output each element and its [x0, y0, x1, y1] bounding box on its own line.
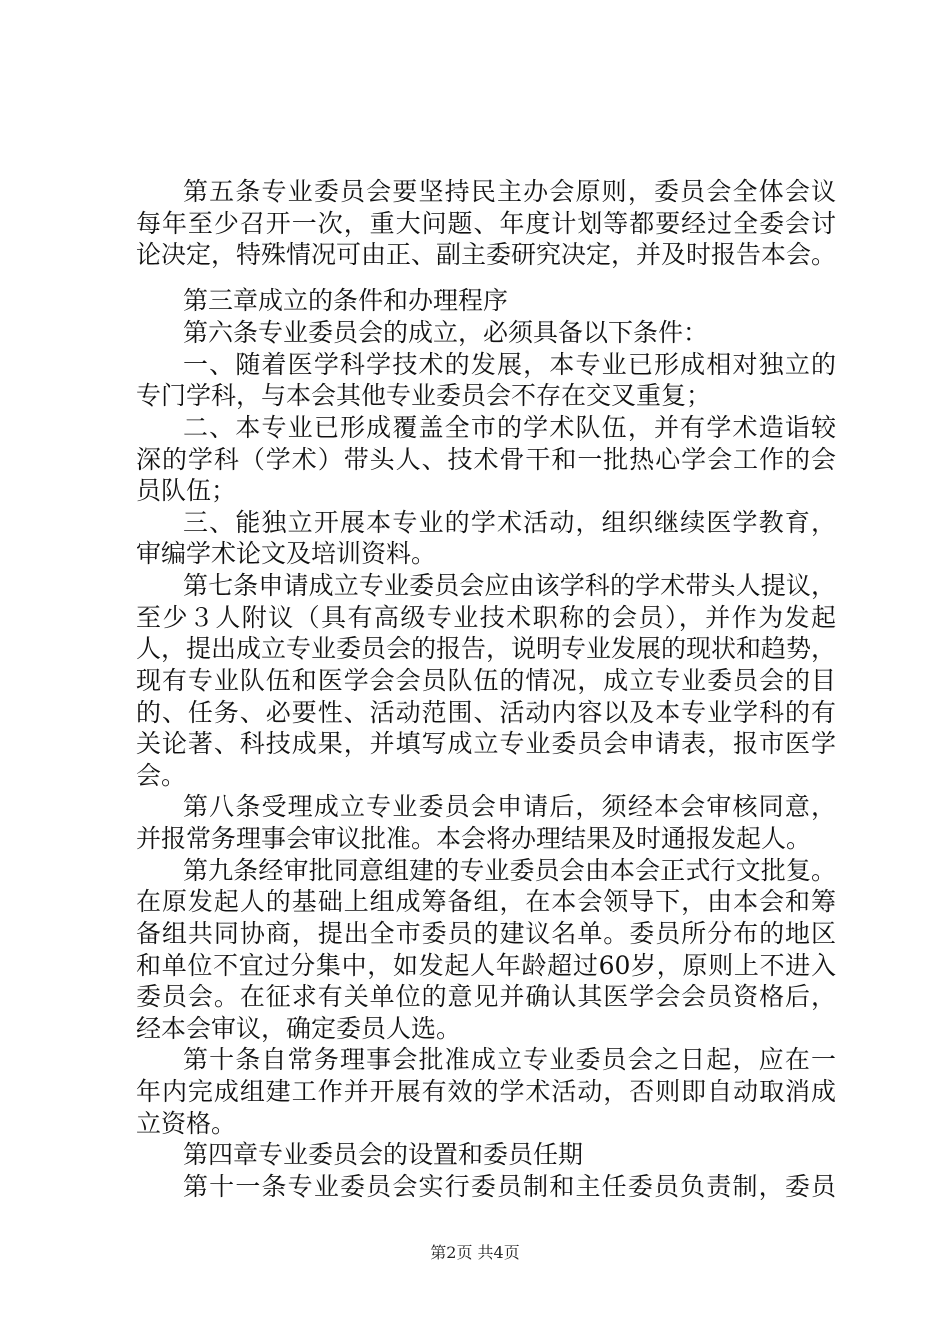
page-number-footer: 第2页 共4页	[430, 1243, 520, 1262]
paragraph-line: 年内完成组建工作并开展有效的学术活动，否则即自动取消成	[136, 1077, 836, 1107]
paragraph-line: 人，提出成立专业委员会的报告，说明专业发展的现状和趋势，	[136, 634, 837, 664]
paragraph-line: 备组共同协商，提出全市委员的建议名单。委员所分布的地区	[136, 918, 836, 948]
paragraph-line: 在原发起人的基础上组成筹备组，在本会领导下，由本会和筹	[136, 887, 836, 917]
paragraph-line: 会。	[136, 760, 187, 790]
paragraph-line: 一、随着医学科学技术的发展，本专业已形成相对独立的	[183, 349, 836, 379]
paragraph-line: 第八条受理成立专业委员会申请后，须经本会审核同意，	[183, 792, 836, 822]
paragraph-line: 二、本专业已形成覆盖全市的学术队伍，并有学术造诣较	[183, 412, 836, 442]
chapter-heading: 第三章成立的条件和办理程序	[183, 286, 509, 316]
paragraph-line: 委员会。在征求有关单位的意见并确认其医学会会员资格后，	[136, 982, 836, 1012]
paragraph-line: 的、任务、必要性、活动范围、活动内容以及本专业学科的有	[136, 697, 836, 727]
paragraph-line: 每年至少召开一次，重大问题、年度计划等都要经过全委会讨	[136, 208, 836, 238]
paragraph-line: 现有专业队伍和医学会会员队伍的情况，成立专业委员会的目	[136, 665, 836, 695]
paragraph-line: 审编学术论文及培训资料。	[136, 539, 437, 569]
paragraph-line: 第六条专业委员会的成立，必须具备以下条件：	[183, 317, 709, 347]
paragraph-line: 专门学科，与本会其他专业委员会不存在交叉重复；	[136, 381, 712, 411]
paragraph-line: 深的学科（学术）带头人、技术骨干和一批热心学会工作的会	[136, 444, 836, 474]
paragraph-line: 第十一条专业委员会实行委员制和主任委员负责制，委员	[183, 1172, 836, 1201]
paragraph-line: 第十条自常务理事会批准成立专业委员会之日起，应在一	[183, 1045, 836, 1075]
paragraph-line: 员队伍；	[136, 476, 237, 506]
paragraph-line: 至少３人附议（具有高级专业技术职称的会员），并作为发起	[136, 602, 836, 632]
paragraph-line: 并报常务理事会审议批准。本会将办理结果及时通报发起人。	[136, 824, 812, 854]
paragraph-line: 论决定，特殊情况可由正、副主委研究决定，并及时报告本会。	[136, 240, 837, 270]
paragraph-line: 第五条专业委员会要坚持民主办会原则，委员会全体会议	[183, 177, 836, 206]
paragraph-line: 经本会审议，确定委员人选。	[136, 1013, 462, 1043]
paragraph-line: 第七条申请成立专业委员会应由该学科的学术带头人提议，	[183, 571, 836, 601]
chapter-heading: 第四章专业委员会的设置和委员任期	[183, 1140, 584, 1170]
paragraph-line: 关论著、科技成果，并填写成立专业委员会申请表，报市医学	[136, 729, 836, 759]
paragraph-line: 三、能独立开展本专业的学术活动，组织继续医学教育，	[183, 507, 836, 537]
paragraph-line: 和单位不宜过分集中，如发起人年龄超过60岁，原则上不进入	[136, 950, 836, 980]
paragraph-line: 第九条经审批同意组建的专业委员会由本会正式行文批复。	[183, 855, 836, 885]
paragraph-line: 立资格。	[136, 1108, 237, 1138]
